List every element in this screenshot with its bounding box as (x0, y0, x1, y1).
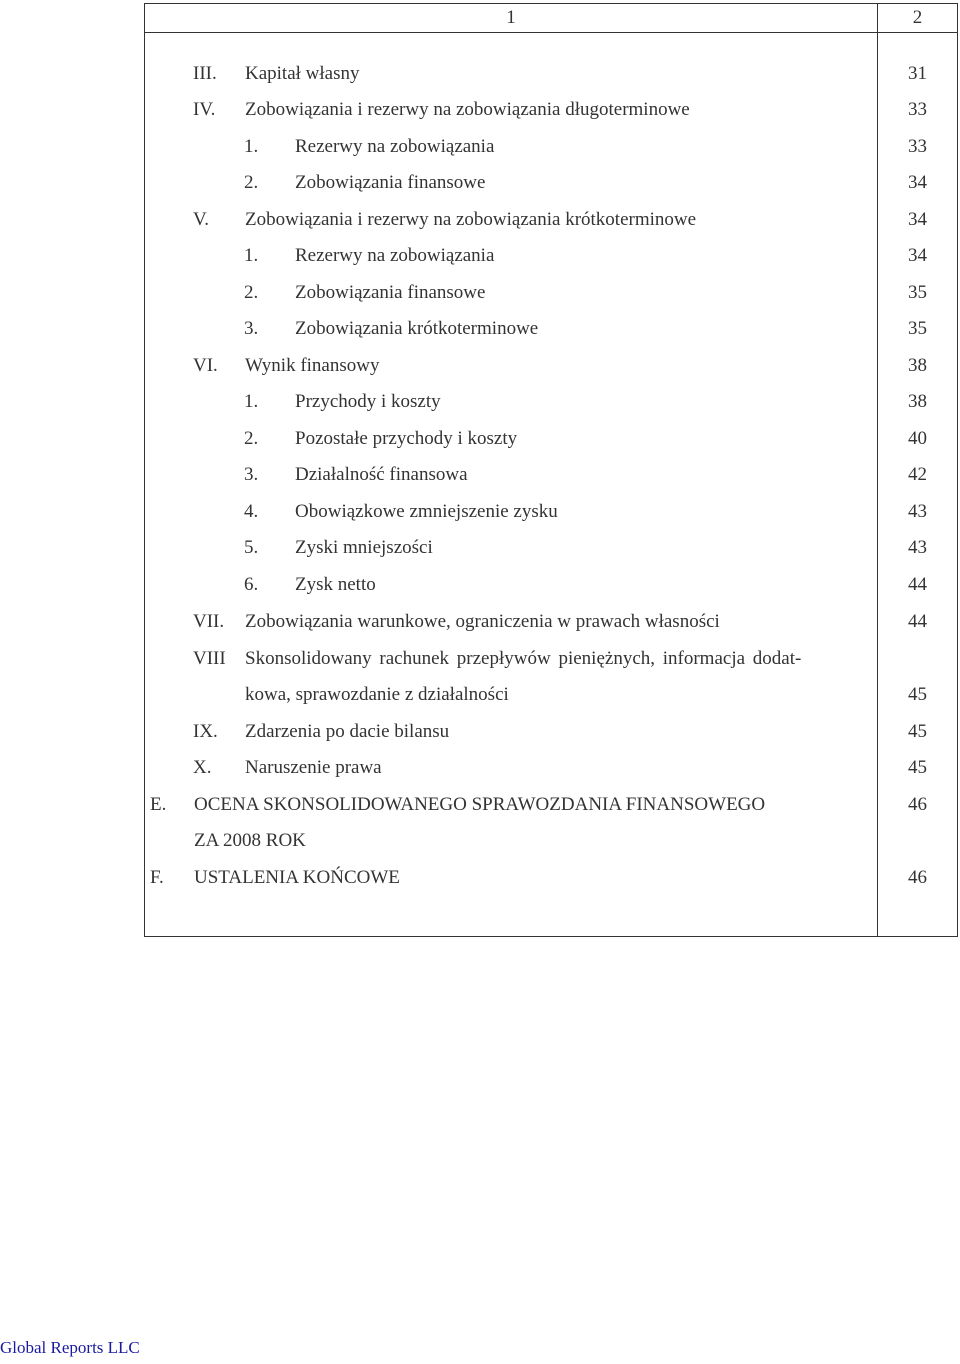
toc-number: 2. (244, 282, 259, 303)
toc-label: Przychody i koszty (295, 391, 441, 412)
toc-row (145, 457, 957, 493)
toc-number: 3. (244, 464, 259, 485)
toc-page: 34 (908, 172, 927, 193)
toc-page: 46 (908, 867, 927, 888)
toc-label: Zobowiązania finansowe (295, 282, 486, 303)
toc-label: Kapitał własny (245, 63, 360, 84)
toc-row (145, 92, 957, 128)
toc-number: F. (150, 867, 164, 888)
toc-number: 3. (244, 318, 259, 339)
toc-table (144, 3, 958, 937)
toc-label: Zobowiązania i rezerwy na zobowiązania długoterminowe (245, 99, 690, 120)
header-divider (145, 32, 957, 33)
toc-number: 2. (244, 172, 259, 193)
toc-page: 43 (908, 537, 927, 558)
toc-number: IX. (193, 721, 218, 742)
toc-label: kowa, sprawozdanie z działalności (245, 684, 509, 705)
toc-number: 6. (244, 574, 259, 595)
toc-label: Zobowiązania i rezerwy na zobowiązania krótkoterminowe (245, 209, 697, 230)
toc-page: 33 (908, 136, 927, 157)
toc-page: 35 (908, 318, 927, 339)
toc-number: VII. (193, 611, 225, 632)
toc-row (145, 604, 957, 640)
toc-row (145, 275, 957, 311)
toc-label: Działalność finansowa (295, 464, 468, 485)
header-col-1: 1 (506, 7, 516, 28)
toc-row (145, 348, 957, 384)
toc-row (145, 714, 957, 750)
toc-row (145, 823, 957, 859)
toc-page: 35 (908, 282, 927, 303)
toc-page: 44 (908, 574, 927, 595)
toc-label: Zobowiązania finansowe (295, 172, 486, 193)
toc-page: 34 (908, 209, 927, 230)
toc-label: Zobowiązania krótkoterminowe (295, 318, 539, 339)
toc-page: 46 (908, 794, 927, 815)
toc-row (145, 129, 957, 165)
toc-row (145, 750, 957, 786)
toc-page: 42 (908, 464, 927, 485)
toc-number: V. (193, 209, 210, 230)
toc-page: 38 (908, 391, 927, 412)
toc-label: Rezerwy na zobowiązania (295, 245, 495, 266)
toc-row (145, 238, 957, 274)
toc-row (145, 202, 957, 238)
toc-number: 1. (244, 245, 259, 266)
toc-label: ZA 2008 ROK (194, 830, 306, 851)
toc-number: 5. (244, 537, 259, 558)
toc-number: X. (193, 757, 212, 778)
toc-row (145, 860, 957, 896)
toc-number: VIII (193, 648, 226, 669)
toc-label: Zyski mniejszości (295, 537, 433, 558)
toc-label: Zdarzenia po dacie bilansu (245, 721, 450, 742)
toc-label: Wynik finansowy (245, 355, 380, 376)
toc-page: 34 (908, 245, 927, 266)
toc-number: 1. (244, 391, 259, 412)
toc-label: Obowiązkowe zmniejszenie zysku (295, 501, 558, 522)
toc-label: USTALENIA KOŃCOWE (194, 867, 400, 888)
toc-number: IV. (193, 99, 216, 120)
toc-label: Rezerwy na zobowiązania (295, 136, 495, 157)
toc-label: Zysk netto (295, 574, 376, 595)
toc-label: Pozostałe przychody i koszty (295, 428, 518, 449)
toc-page: 43 (908, 501, 927, 522)
toc-row (145, 530, 957, 566)
toc-label: Zobowiązania warunkowe, ograniczenia w prawach własności (245, 611, 720, 632)
footer-publisher: Global Reports LLC (0, 1338, 140, 1357)
toc-number: 2. (244, 428, 259, 449)
toc-row (145, 787, 957, 823)
toc-row (145, 311, 957, 347)
toc-label: Skonsolidowany rachunek przepływów pieniężnych, informacja dodat- (245, 648, 802, 669)
toc-page: 45 (908, 757, 927, 778)
toc-row (145, 641, 957, 677)
toc-label: OCENA SKONSOLIDOWANEGO SPRAWOZDANIA FINANSOWEGO (194, 794, 766, 815)
toc-row (145, 677, 957, 713)
toc-number: 1. (244, 136, 259, 157)
toc-number: 4. (244, 501, 259, 522)
toc-page: 45 (908, 721, 927, 742)
toc-page: 31 (908, 63, 927, 84)
toc-number: E. (150, 794, 167, 815)
toc-row (145, 384, 957, 420)
header-col-2: 2 (912, 7, 923, 28)
toc-page: 33 (908, 99, 927, 120)
toc-page: 45 (908, 684, 927, 705)
toc-row (145, 421, 957, 457)
toc-page: 40 (908, 428, 927, 449)
toc-row (145, 494, 957, 530)
toc-row (145, 56, 957, 92)
toc-label: Naruszenie prawa (245, 757, 382, 778)
toc-number: VI. (193, 355, 218, 376)
toc-page: 44 (908, 611, 927, 632)
toc-number: III. (193, 63, 217, 84)
toc-row (145, 567, 957, 603)
toc-page: 38 (908, 355, 927, 376)
toc-row (145, 165, 957, 201)
